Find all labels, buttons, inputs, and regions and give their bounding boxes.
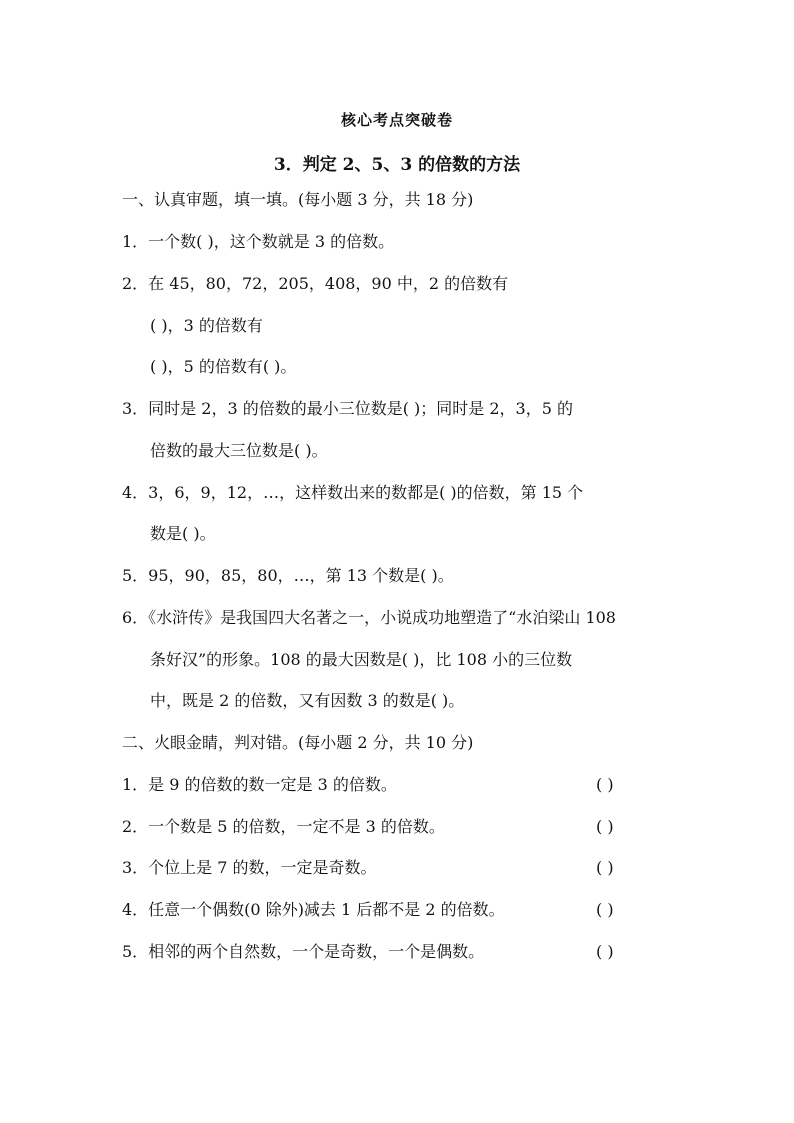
answer-blank: ( ) — [596, 817, 614, 836]
question-line: 1．一个数( )，这个数就是 3 的倍数。 — [122, 232, 395, 251]
question-line: 6．《水浒传》是我国四大名著之一，小说成功地塑造了“水泊梁山 108 — [122, 608, 616, 627]
section2-heading: 二、火眼金睛，判对错。(每小题 2 分，共 10 分) — [122, 733, 474, 752]
question-line: 2．在 45，80，72，205，408，90 中，2 的倍数有 — [122, 274, 509, 293]
page-title: 核心考点突破卷 — [340, 111, 453, 129]
judgement-item: 4．任意一个偶数(0 除外)减去 1 后都不是 2 的倍数。 — [122, 900, 505, 919]
judgement-item: 5．相邻的两个自然数，一个是奇数，一个是偶数。 — [122, 942, 485, 961]
answer-blank: ( ) — [596, 900, 614, 919]
section1-heading: 一、认真审题，填一填。(每小题 3 分，共 18 分) — [122, 190, 474, 209]
question-line: ( )，5 的倍数有( )。 — [150, 357, 297, 376]
answer-blank: ( ) — [596, 942, 614, 961]
answer-blank: ( ) — [596, 775, 614, 794]
question-line: ( )，3 的倍数有 — [150, 316, 263, 335]
question-line: 条好汉”的形象。108 的最大因数是( )，比 108 小的三位数 — [150, 650, 573, 669]
question-line: 5．95，90，85，80，…，第 13 个数是( )。 — [122, 566, 454, 585]
page-subtitle: 3．判定 2、5、3 的倍数的方法 — [273, 155, 521, 175]
question-line: 中，既是 2 的倍数，又有因数 3 的数是( )。 — [150, 691, 465, 710]
judgement-item: 2．一个数是 5 的倍数，一定不是 3 的倍数。 — [122, 817, 445, 836]
question-line: 数是( )。 — [150, 524, 216, 543]
question-line: 4．3，6，9，12，…，这样数出来的数都是( )的倍数，第 15 个 — [122, 483, 584, 502]
question-line: 倍数的最大三位数是( )。 — [150, 441, 328, 460]
answer-blank: ( ) — [596, 858, 614, 877]
judgement-item: 1．是 9 的倍数的数一定是 3 的倍数。 — [122, 775, 397, 794]
question-line: 3．同时是 2，3 的倍数的最小三位数是( )；同时是 2，3，5 的 — [122, 399, 573, 418]
judgement-item: 3．个位上是 7 的数，一定是奇数。 — [122, 858, 377, 877]
